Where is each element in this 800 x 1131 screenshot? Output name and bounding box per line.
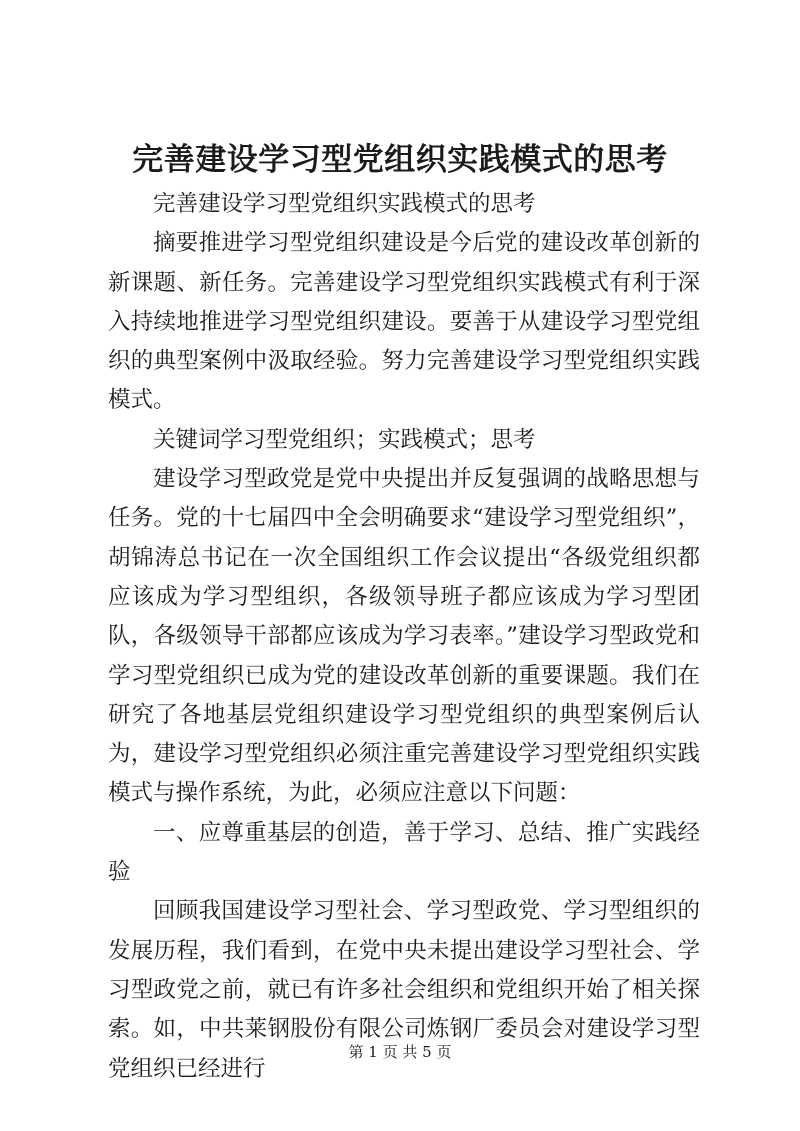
subtitle-paragraph: 完善建设学习型党组织实践模式的思考 bbox=[153, 191, 536, 217]
page-number-footer: 第 1 页 共 5 页 bbox=[348, 1043, 452, 1061]
section-heading-1: 一、应尊重基层的创造，善于学习、总结、推广实践经验 bbox=[108, 819, 700, 886]
intro-paragraph: 建设学习型政党是党中央提出并反复强调的战略思想与任务。党的十七届四中全会明确要求“建设学习型党组织”，胡锦涛总书记在一次全国组织工作会议提出“各级党组织都应该成为学习型组织，各级领导班子都应该成为学习型团队，各级领导干部都应该成为学习表率。”建设学习型政党和学习型党组织已成为党的建设改革创新的重要课题。我们在研究了各地基层党组织建设学习型党组织的典型案例后认为，建设学习型党组织必须注重完善建设学习型党组织实践模式与操作系统，为此，必须应注意以下问题： bbox=[108, 466, 700, 807]
document-body bbox=[108, 185, 700, 1089]
abstract-paragraph: 摘要推进学习型党组织建设是今后党的建设改革创新的新课题、新任务。完善建设学习型党组织实践模式有利于深入持续地推进学习型党组织建设。要善于从建设学习型党组织的典型案例中汲取经验。努力完善建设学习型党组织实践模式。 bbox=[108, 230, 700, 414]
keywords-paragraph: 关键词学习型党组织；实践模式；思考 bbox=[153, 426, 536, 453]
document-title: 完善建设学习型党组织实践模式的思考 bbox=[132, 142, 668, 178]
section-1-paragraph: 回顾我国建设学习型社会、学习型政党、学习型组织的发展历程，我们看到，在党中央未提出建设学习型社会、学习型政党之前，就已有许多社会组织和党组织开始了相关探索。如，中共莱钢股份有限公司炼钢厂委员会对建设学习型党组织已经进行 bbox=[108, 898, 700, 1082]
